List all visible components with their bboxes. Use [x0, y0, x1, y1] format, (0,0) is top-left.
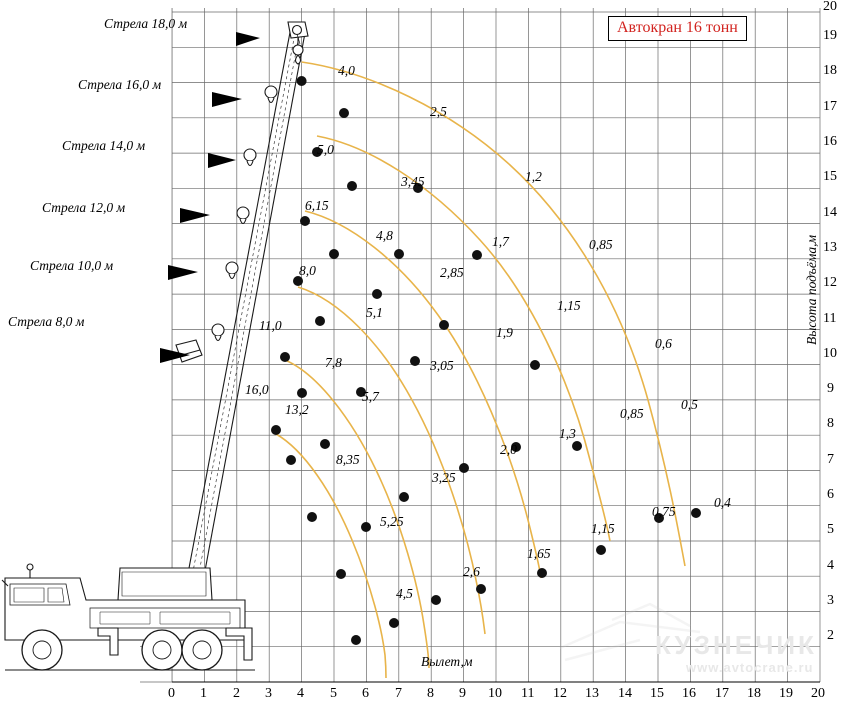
point-label-0-6: 0,6: [655, 336, 672, 351]
y-tick-6: 6: [827, 487, 834, 502]
x-tick-20: 20: [811, 686, 825, 701]
x-tick-17: 17: [715, 686, 729, 701]
y-tick-16: 16: [823, 134, 837, 149]
x-tick-0: 0: [168, 686, 175, 701]
point-label-13-2: 13,2: [285, 402, 309, 417]
point-label-5-1: 5,1: [366, 305, 383, 320]
x-tick-10: 10: [488, 686, 502, 701]
point-label-1-65: 1,65: [527, 546, 551, 561]
point-label-3-05: 3,05: [430, 358, 454, 373]
x-tick-2: 2: [233, 686, 240, 701]
curve-boom-12: [298, 287, 485, 634]
x-tick-13: 13: [585, 686, 599, 701]
point-label-8-35: 8,35: [336, 452, 360, 467]
point-label-2-0: 2,0: [500, 442, 517, 457]
point-label-0-4: 0,4: [714, 495, 731, 510]
point-label-4-0: 4,0: [338, 63, 355, 78]
watermark-url: www.avtocrane.ru: [686, 660, 814, 675]
point-label-1-9: 1,9: [496, 325, 513, 340]
y-tick-7: 7: [827, 452, 834, 467]
x-tick-14: 14: [618, 686, 632, 701]
point-label-11-0: 11,0: [259, 318, 282, 333]
y-tick-17: 17: [823, 99, 837, 114]
point-label-3-25: 3,25: [432, 470, 456, 485]
boom-label-10: Стрела 10,0 м: [30, 258, 114, 273]
point-label-1-15b: 1,15: [591, 521, 615, 536]
point-label-6-15: 6,15: [305, 198, 329, 213]
x-tick-7: 7: [395, 686, 402, 701]
y-tick-19: 19: [823, 28, 837, 43]
curve-boom-18: [302, 62, 685, 566]
x-tick-15: 15: [650, 686, 664, 701]
x-tick-9: 9: [459, 686, 466, 701]
y-tick-13: 13: [823, 240, 837, 255]
y-tick-9: 9: [827, 381, 834, 396]
y-tick-15: 15: [823, 169, 837, 184]
x-tick-3: 3: [265, 686, 272, 701]
boom-label-18: Стрела 18,0 м: [104, 16, 188, 31]
point-label-1-15a: 1,15: [557, 298, 581, 313]
y-tick-10: 10: [823, 346, 837, 361]
point-label-0-75: 0,75: [652, 504, 676, 519]
y-tick-18: 18: [823, 63, 837, 78]
point-label-5-0: 5,0: [317, 142, 334, 157]
y-tick-3: 3: [827, 593, 834, 608]
point-label-0-85a: 0,85: [589, 237, 613, 252]
point-label-5-7: 5,7: [362, 389, 379, 404]
boom-label-14: Стрела 14,0 м: [62, 138, 146, 153]
x-tick-1: 1: [200, 686, 207, 701]
point-label-0-85b: 0,85: [620, 406, 644, 421]
boom-label-arrows: [160, 32, 260, 363]
point-label-16-0: 16,0: [245, 382, 269, 397]
point-label-7-8: 7,8: [325, 355, 342, 370]
x-tick-16: 16: [682, 686, 696, 701]
x-tick-8: 8: [427, 686, 434, 701]
grid-lines: [172, 8, 820, 682]
y-axis-label: Высота подъёма,м: [804, 234, 819, 345]
point-label-5-25: 5,25: [380, 514, 404, 529]
y-tick-20: 20: [823, 0, 837, 14]
boom-label-16: Стрела 16,0 м: [78, 77, 162, 92]
boom-label-12: Стрела 12,0 м: [42, 200, 126, 215]
point-label-8-0: 8,0: [299, 263, 316, 278]
x-tick-4: 4: [297, 686, 304, 701]
x-tick-11: 11: [521, 686, 535, 701]
point-label-3-45: 3,45: [401, 174, 425, 189]
x-tick-5: 5: [330, 686, 337, 701]
point-label-2-85: 2,85: [440, 265, 464, 280]
boom-label-8: Стрела 8,0 м: [8, 314, 85, 329]
point-label-1-2: 1,2: [525, 169, 542, 184]
y-tick-14: 14: [823, 205, 837, 220]
point-label-4-5: 4,5: [396, 586, 413, 601]
watermark-text: КУЗНЕЧИК: [655, 630, 817, 660]
curve-boom-14: [305, 211, 541, 578]
point-label-1-7: 1,7: [492, 234, 509, 249]
point-label-0-5: 0,5: [681, 397, 698, 412]
y-tick-4: 4: [827, 558, 834, 573]
point-label-2-6: 2,6: [463, 564, 480, 579]
y-tick-12: 12: [823, 275, 837, 290]
point-label-2-5: 2,5: [430, 104, 447, 119]
x-tick-19: 19: [779, 686, 793, 701]
chart-title-badge: Автокран 16 тонн: [608, 16, 747, 41]
x-tick-12: 12: [553, 686, 567, 701]
y-tick-11: 11: [823, 311, 837, 326]
x-axis-label: Вылет,м: [421, 654, 473, 669]
y-tick-8: 8: [827, 416, 834, 431]
x-tick-18: 18: [747, 686, 761, 701]
point-label-4-8: 4,8: [376, 228, 393, 243]
y-tick-2: 2: [827, 628, 834, 643]
y-tick-5: 5: [827, 522, 834, 537]
point-label-1-3: 1,3: [559, 426, 576, 441]
x-tick-6: 6: [362, 686, 369, 701]
